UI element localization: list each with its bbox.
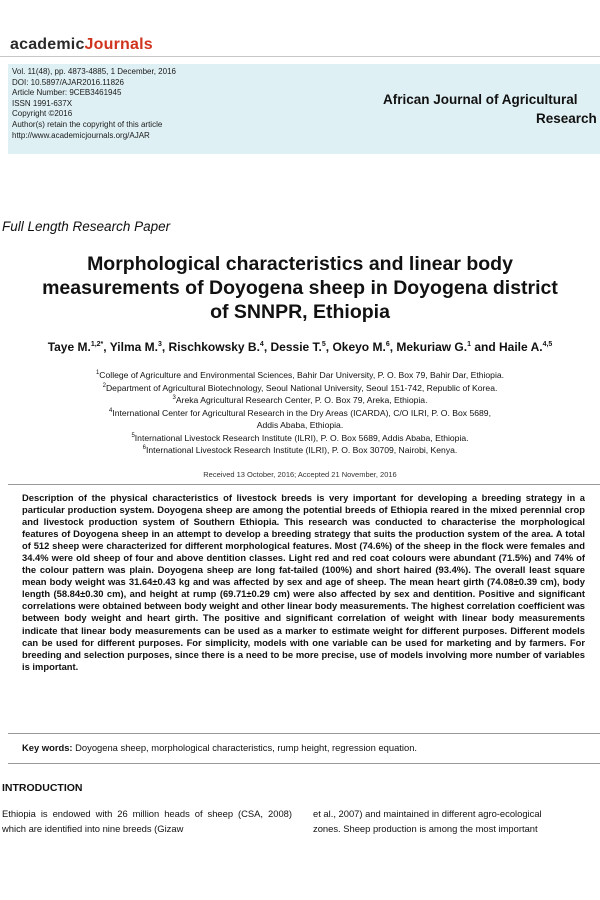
header-divider: [0, 56, 600, 57]
intro-column-left: Ethiopia is endowed with 26 million heads of sheep (CSA, 2008) which are identified into nine breeds (Gizaw: [2, 808, 292, 834]
abstract-top-divider: [8, 484, 600, 485]
meta-copyright: Copyright ©2016: [12, 109, 73, 119]
meta-doi[interactable]: DOI: 10.5897/AJAR2016.11826: [12, 77, 124, 87]
meta-rights: Author(s) retain the copyright of this article: [12, 119, 163, 129]
keywords: Key words: Doyogena sheep, morphological characteristics, rump height, regression equation.: [22, 742, 418, 753]
author: Haile A.$^{4,5}$: [499, 340, 553, 354]
paper-type: Full Length Research Paper: [2, 219, 171, 234]
meta-article-number: Article Number: 9CEB3461945: [12, 88, 122, 98]
journal-name: African Journal of Agricultural Research: [383, 92, 597, 126]
intro-column-right: et al., 2007) and maintained in different agro-ecological zones. Sheep production is among the most important: [313, 808, 542, 834]
affiliation: $^4$International Center for Agricultural Research in the Dry Areas (ICARDA), C/O ILRI, P. O. Box 5689,: [109, 407, 491, 418]
affiliation: $^5$International Livestock Research Institute (ILRI), P. O. Box 5689, Addis Ababa, Ethiopia.: [131, 432, 469, 443]
introduction-heading: INTRODUCTION: [2, 782, 83, 794]
author: Okeyo M.$^6$,: [332, 340, 397, 354]
paper-title: Morphological characteristics and linear body measurements of Doyogena sheep in Doyogena district of SNNPR, Ethiopia: [42, 253, 558, 323]
affiliation: $^2$Department of Agricultural Biotechnology, Seoul National University, Seoul 151-742, Republic of Korea.: [102, 382, 498, 393]
keywords-divider: [8, 763, 600, 764]
abstract-bottom-divider: [8, 733, 600, 734]
meta-url-link[interactable]: http://www.academicjournals.org/AJAR: [12, 130, 150, 140]
author: Yilma M.$^3$,: [109, 340, 169, 354]
author: Rischkowsky B.$^4$,: [168, 340, 271, 354]
received-dates: Received 13 October, 2016; Accepted 21 November, 2016: [203, 470, 397, 479]
affiliation: Addis Ababa, Ethiopia.: [256, 420, 344, 431]
meta-issn: ISSN 1991-637X: [12, 98, 73, 108]
author: Mekuriaw G.$^1$ and: [396, 340, 499, 354]
author-list: [0, 340, 600, 354]
affiliation: $^1$College of Agriculture and Environmental Sciences, Bahir Dar University, P. O. Box 79, Bahir Dar, Ethiopia.: [95, 369, 505, 380]
author: Dessie T.$^5$,: [270, 340, 333, 354]
affiliations: [0, 368, 600, 456]
author: Taye M.$^{1,2*}$,: [47, 340, 110, 354]
meta-volume: Vol. 11(48), pp. 4873-4885, 1 December, 2016: [12, 67, 176, 76]
abstract: Description of the physical characteristics of livestock breeds is very important for developing a breeding strategy in a particular production system. Doyogena sheep are among the potential breeds of Ethiopia reared in the mixed perennial crop and livestock production system of Southern Ethiopia. This research was conducted to characterise the morphological features of Doyogena sheep in an attempt to develop a breeding strategy that suits the production system of the area. A total of 512 sheep were characterized for different morphological features. Most (74.6%) of the sheep in the flock were females and 34.4% were old sheep of four and above dentition classes. Light red and red coat colours were abundant (71.5%) and 74% of the colour pattern was plain. Doyogena sheep are long fat-tailed (100%) and short haired (93.4%). The overall least square mean body weight was 31.64±0.43 kg and was affected by sex and age of sheep. The mean heart girth (74.08±0.39 cm), body length (58.84±0.30 cm), and height at rump (69.71±0.29 cm) were also affected by sex and dentition. Positive and significant correlations were obtained between body weight and other linear body measurements. The highest correlation coefficient was between body weight and heart girth. The positive and significant correlation of weight with linear body measurements indicate that linear body measurements can be used as a marker to estimate weight for different purposes. Different models can be used for different purposes. For simplicity, models with one variable can be used for marketing and by farmers. For breeding and selection purposes, since there is a need to be more precise, use of models involving more number of variables is important.: [22, 492, 585, 672]
affiliation: $^3$Areka Agricultural Research Center, P. O. Box 79, Areka, Ethiopia.: [172, 394, 428, 405]
article-metadata: [12, 67, 176, 141]
affiliation: $^6$International Livestock Research Institute (ILRI), P. O. Box 30709, Nairobi, Kenya.: [142, 445, 458, 456]
publisher-logo: academicJournals: [10, 36, 153, 53]
